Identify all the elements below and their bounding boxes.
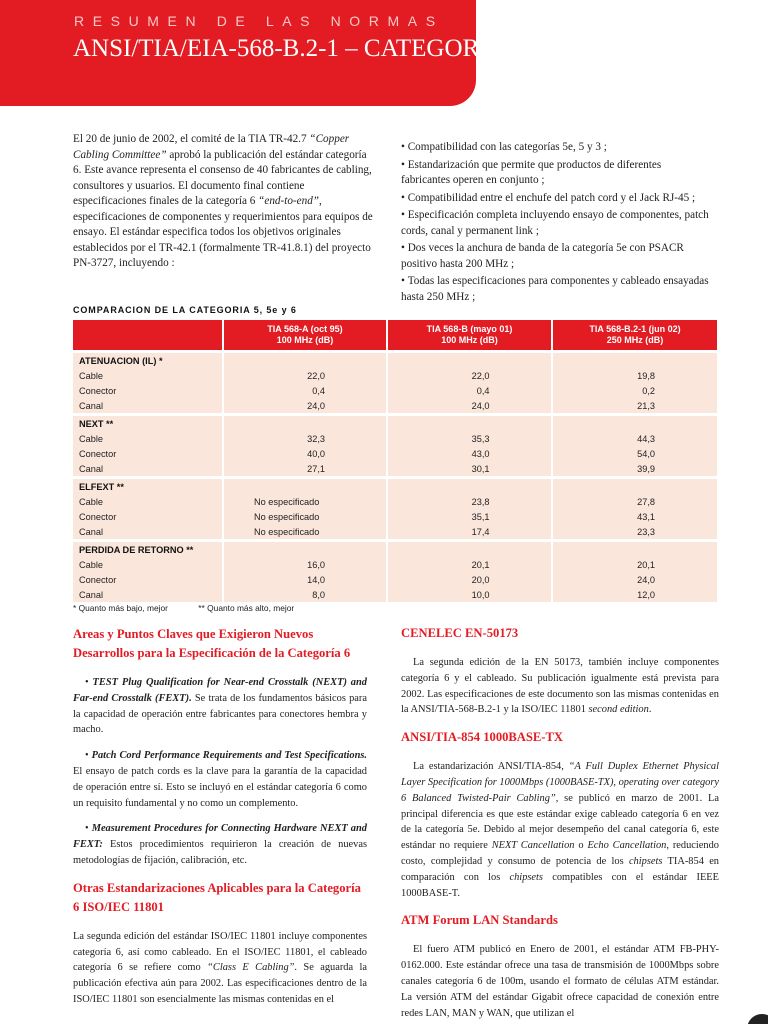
table-row — [73, 368, 717, 383]
header-568a-text: TIA 568-A (oct 95) 100 MHz (dB) — [267, 324, 343, 345]
cenelec-text-1: La segunda edición de la EN 50173, también incluye componentes categoría 6 y el cableado. Su publicación igualmente está prevista para 2002. Las especificaciones de este documento son las mismas contenidas en la ANSI/TIA-568-B.2-1 y la ISO/IEC 11801 — [401, 657, 719, 716]
iso-paragraph — [73, 929, 367, 1008]
intro-text-3: , especificaciones de componentes y requerimientos para equipos de ensayo. El estándar especifica todos los objetivos originales establecidos por el TR-42.1 (formalmente TR-41.8.1) del proyecto PN-3727, incluyendo : — [73, 195, 373, 269]
list-item: • Estandarización que permite que productos de diferentes fabricantes operen en conjunto ; — [401, 158, 711, 189]
table-cell: 0,4 — [312, 385, 325, 396]
table-cell: No especificado — [223, 524, 387, 539]
table-cell: 35,3 — [471, 433, 490, 444]
table-row — [73, 524, 717, 539]
table-cell: No especificado — [223, 509, 387, 524]
tia854-text: , se publicó en marzo de 2001. La principal diferencia es que este estándar exige cableado categoría 6 en vez de la categoría 5e. Debido al mejor desempeño del canal categoría 6, este estándar no requiere — [401, 792, 719, 852]
header-banner — [0, 0, 523, 106]
table-group-row — [73, 542, 717, 557]
table-cell: 0,4 — [476, 385, 490, 396]
table-cell: 54,0 — [637, 448, 655, 459]
section-heading-atm-forum: ATM Forum LAN Standards — [401, 913, 558, 928]
table-cell: 16,0 — [307, 559, 325, 570]
table-group-row — [73, 353, 717, 368]
cenelec-paragraph — [401, 655, 719, 718]
row-label: Cable — [73, 368, 223, 383]
section-heading-other-standards: Otras Estandarizaciones Aplicables para la Categoría 6 ISO/IEC 11801 — [73, 880, 361, 914]
table-row — [73, 431, 717, 446]
intro-quote-end-to-end: “end-to-end” — [258, 195, 320, 207]
key-area-title: Patch Cord Performance Requirements and Test Specifications. — [91, 750, 367, 762]
section-heading-cenelec: CENELEC EN-50173 — [401, 626, 519, 640]
tia854-text: TIA-854 en comparación con los — [401, 855, 719, 883]
table-cell: No especificado — [223, 494, 387, 509]
table-header-568b21 — [552, 320, 717, 350]
table-cell: 14,0 — [307, 574, 325, 585]
row-label: Cable — [73, 431, 223, 446]
table-row — [73, 398, 717, 413]
key-area-item: • Patch Cord Performance Requirements and Test Specifications. El ensayo de patch cords es la clave para la garantía de la capacidad de operación entre sí. Esto se incluyó en el estándar categoría 6 como un requisito fundamental y no como un complemento. — [73, 750, 367, 809]
cenelec-text-2: . — [648, 704, 652, 716]
key-area-text: El ensayo de patch cords es la clave para la garantía de la capacidad de operación entre sí. Esto se incluyó en el estándar categoría 6 como un requisito fundamental y no como un complemento. — [73, 765, 367, 809]
left-column — [73, 625, 367, 1008]
iso-text-2: . Se aguarda la publicación efectiva aún para 2002. Las especificaciones dentro de la ISO/IEC 11801 son esencialmente las mismas contenidas en el — [73, 962, 367, 1005]
key-area-item: • TEST Plug Qualification for Near-end Crosstalk (NEXT) and Far-end Crosstalk (FEXT). Se trata de los fundamentos básicos para la capacidad de operación entre fabricantes para conectores hembra y macho. — [73, 677, 367, 736]
table-cell: 35,1 — [471, 511, 490, 522]
list-item: • Todas las especificaciones para componentes y cableado ensayadas hasta 250 MHz ; — [401, 274, 711, 305]
key-area-title: TEST Plug Qualification for Near-end Crosstalk (NEXT) and Far-end Crosstalk (FEXT). — [73, 677, 367, 704]
row-label: Cable — [73, 494, 223, 509]
tia854-text: o — [574, 840, 588, 852]
table-cell: 22,0 — [471, 370, 490, 381]
table-cell: 0,2 — [642, 385, 655, 396]
row-label: Canal — [73, 524, 223, 539]
table-header-568a — [223, 320, 387, 350]
table-cell: 40,0 — [307, 448, 325, 459]
table-row — [73, 494, 717, 509]
list-item: • Compatibilidad entre el enchufe del patch cord y el Jack RJ-45 ; — [401, 191, 711, 207]
section-heading-key-areas: Areas y Puntos Claves que Exigieron Nuevos Desarrollos para la Especificación de la Categoría 6 — [73, 627, 351, 660]
table-cell: 24,0 — [637, 574, 655, 585]
table-cell: 30,1 — [471, 463, 490, 474]
atm-paragraph: El fuero ATM publicó en Enero de 2001, el estándar ATM FB-PHY-0162.000. Este estándar ofrece una tasa de transmisión de 1000Mbps sobre canales categoría 6 de 100m, usando el formato de células ATM estándar. La versión ATM del estándar Gigabit ofrece capacidad de conexión entre redes LAN, MAN y WAN, que utilizan el — [401, 944, 719, 1019]
table-header-row — [73, 320, 717, 350]
table-row — [73, 461, 717, 476]
tia854-text: La estandarización ANSI/TIA-854, — [413, 761, 569, 773]
table-cell: 44,3 — [637, 433, 655, 444]
table-row — [73, 572, 717, 587]
table-cell: 20,1 — [637, 559, 655, 570]
table-header-568b — [387, 320, 552, 350]
table-cell: 12,0 — [637, 589, 655, 600]
group-label: NEXT ** — [73, 416, 223, 431]
footnote-lower-better: * Quanto más bajo, mejor — [73, 603, 168, 613]
row-label: Canal — [73, 587, 223, 602]
row-label: Cable — [73, 557, 223, 572]
group-label: ELFEXT ** — [73, 479, 223, 494]
iso-quote-class-e: “Class E Cabling” — [207, 962, 295, 974]
page-title: ANSI/TIA/EIA-568-B.2-1 – CATEGORIA 6 — [73, 35, 523, 62]
table-cell: 43,0 — [471, 448, 490, 459]
intro-text-2: aprobó la publicación del estándar categoría 6. Este avance representa el consenso de 40 fabricantes de cabling, consultores y usuarios. El documento final contiene especificaciones finales de la categoría 6 — [73, 148, 372, 207]
row-label: Conector — [73, 383, 223, 398]
intro-text-1: El 20 de junio de 2002, el comité de la TIA TR-42.7 — [73, 133, 310, 145]
header-kicker: RESUMEN DE LAS NORMAS — [74, 13, 444, 29]
table-cell: 23,3 — [637, 526, 655, 537]
row-label: Conector — [73, 572, 223, 587]
row-label: Canal — [73, 461, 223, 476]
header-568b-text: TIA 568-B (mayo 01) 100 MHz (dB) — [426, 324, 513, 345]
comparison-table — [73, 320, 717, 602]
table-cell: 21,3 — [637, 400, 655, 411]
right-column — [401, 624, 719, 1021]
table-caption: COMPARACION DE LA CATEGORIA 5, 5e y 6 — [73, 305, 297, 315]
table-footnotes — [73, 603, 322, 613]
table-group-row — [73, 479, 717, 494]
table-cell: 24,0 — [471, 400, 490, 411]
footnote-higher-better: ** Quanto más alto, mejor — [198, 603, 295, 613]
tia854-paragraph — [401, 759, 719, 901]
cenelec-second-edition: second edition — [588, 704, 649, 716]
table-cell: 10,0 — [471, 589, 490, 600]
group-label: ATENUACION (IL) * — [73, 353, 223, 368]
tia854-term: Echo Cancellation — [587, 840, 667, 852]
table-cell: 32,3 — [307, 433, 325, 444]
intro-quote-committee: “Copper Cabling Committee” — [73, 133, 350, 161]
table-row — [73, 383, 717, 398]
table-cell: 27,8 — [637, 496, 655, 507]
table-group-row — [73, 416, 717, 431]
table-cell: 24,0 — [307, 400, 325, 411]
table-row — [73, 587, 717, 602]
table-cell: 8,0 — [312, 589, 325, 600]
table-row — [73, 446, 717, 461]
table-cell: 22,0 — [307, 370, 325, 381]
table-cell: 27,1 — [307, 463, 325, 474]
key-area-text: Estos procedimientos requirieron la creación de nuevas metodologías de fijación, calibración, etc. — [73, 839, 367, 866]
tia854-text: , reduciendo costo, complejidad y consumo de potencia de los — [401, 840, 719, 867]
objectives-list — [401, 140, 711, 307]
page-corner-marker — [747, 1014, 768, 1024]
iso-text-1: La segunda edición del estándar ISO/IEC 11801 incluye componentes categoría 6, así como cableado. En el ISO/IEC 11801, el cableado categoría 6 se refiere como — [73, 930, 367, 974]
row-label: Conector — [73, 446, 223, 461]
tia854-term: NEXT Cancellation — [491, 840, 575, 852]
row-label: Canal — [73, 398, 223, 413]
table-cell: 20,1 — [471, 559, 490, 570]
tia854-quote: “A Full Duplex Ethernet Physical Layer Specification for 1000Mbps (1000BASE-TX), operating over category 6 Balanced Twisted-Pair Cabling” — [401, 761, 720, 804]
table-cell: 20,0 — [471, 574, 490, 585]
table-row — [73, 509, 717, 524]
table-cell: 23,8 — [471, 496, 490, 507]
table-cell: 43,1 — [637, 511, 655, 522]
table-row — [73, 557, 717, 572]
list-item: • Dos veces la anchura de banda de la categoría 5e con PSACR positivo hasta 200 MHz ; — [401, 241, 711, 272]
list-item: • Compatibilidad con las categorías 5e, 5 y 3 ; — [401, 140, 711, 156]
group-label: PERDIDA DE RETORNO ** — [73, 542, 223, 557]
tia854-term: chipsets — [628, 855, 663, 867]
table-header-empty — [73, 320, 223, 350]
list-item: • Especificación completa incluyendo ensayo de componentes, patch cords, canal y permanent link ; — [401, 208, 711, 239]
section-heading-tia854: ANSI/TIA-854 1000BASE-TX — [401, 730, 563, 745]
key-area-text: Se trata de los fundamentos básicos para la capacidad de operación entre fabricantes para conectores hembra y macho. — [73, 692, 367, 736]
row-label: Conector — [73, 509, 223, 524]
table-cell: 17,4 — [471, 526, 490, 537]
table-cell: 39,9 — [637, 463, 655, 474]
key-area-item: • Measurement Procedures for Connecting Hardware NEXT and FEXT: Estos procedimientos requirieron la creación de nuevas metodologías de fijación, calibración, etc. — [73, 823, 367, 866]
tia854-term: chipsets — [509, 871, 543, 883]
header-568b21-text: TIA 568-B.2-1 (jun 02) 250 MHz (dB) — [589, 324, 681, 345]
tia854-text: compatibles con el estándar IEEE 1000BASE-T. — [401, 871, 719, 899]
table-cell: 19,8 — [637, 370, 655, 381]
key-area-title: Measurement Procedures for Connecting Hardware NEXT and FEXT: — [73, 823, 367, 851]
intro-paragraph — [73, 132, 373, 272]
